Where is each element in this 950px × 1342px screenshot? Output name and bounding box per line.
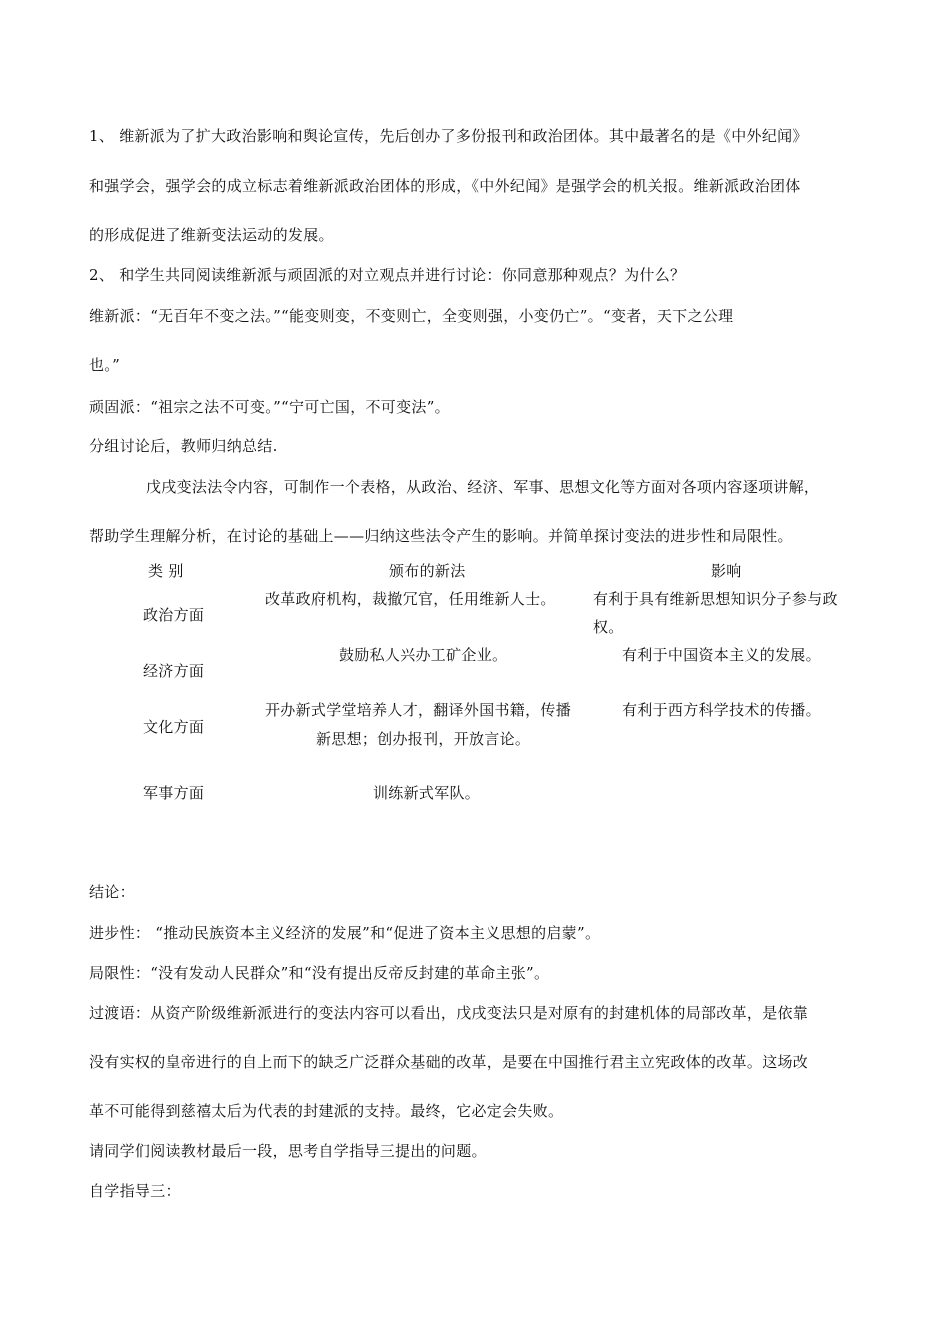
table-intro-line-2: 帮助学生理解分析，在讨论的基础上——归纳这些法令产生的影响。并简单探讨变法的进步性和局限性。 [89, 527, 793, 545]
table-row-impact: 有利于西方科学技术的传播。 [622, 701, 821, 719]
table-header-impact: 影响 [711, 562, 742, 580]
table-intro-line-1: 戊戌变法法令内容，可制作一个表格，从政治、经济、军事、思想文化等方面对各项内容逐项讲解， [146, 478, 820, 496]
conservative-view: 顽固派：“祖宗之法不可变。”“宁可亡国，不可变法”。 [89, 398, 450, 416]
table-row-law-continued: 新思想；创办报刊，开放言论。 [316, 730, 531, 748]
table-row-category: 文化方面 [143, 718, 205, 736]
table-row-law: 改革政府机构，裁撤冗官，任用维新人士。 [265, 590, 556, 608]
conclusion-heading: 结论： [89, 883, 135, 901]
table-header-laws: 颁布的新法 [389, 562, 466, 580]
reformist-view-line-1: 维新派：“无百年不变之法。”“能变则变，不变则亡，全变则强，小变仍亡”。“变者，天下之公理 [89, 307, 734, 325]
transition-line-2: 没有实权的皇帝进行的自上而下的缺乏广泛群众基础的改革，是要在中国推行君主立宪政体的改革。这场改 [89, 1053, 809, 1071]
discussion-question: 2、 和学生共同阅读维新派与顽固派的对立观点并进行讨论：你同意那种观点？为什么？ [89, 266, 686, 284]
transition-line-1: 过渡语：从资产阶级维新派进行的变法内容可以看出，戊戌变法只是对原有的封建机体的局部改革，是依靠 [89, 1004, 809, 1022]
table-row-category: 经济方面 [143, 662, 205, 680]
transition-line-3: 革不可能得到慈禧太后为代表的封建派的支持。最终，它必定会失败。 [89, 1102, 564, 1120]
table-row-impact: 有利于中国资本主义的发展。 [622, 646, 821, 664]
table-row-category: 军事方面 [143, 784, 205, 802]
progressiveness-text: 进步性： “推动民族资本主义经济的发展”和“促进了资本主义思想的启蒙”。 [89, 924, 601, 942]
paragraph-1-line-3: 的形成促进了维新变法运动的发展。 [89, 226, 334, 244]
limitations-text: 局限性：“没有发动人民群众”和“没有提出反帝反封建的革命主张”。 [89, 964, 550, 982]
paragraph-1-line-2: 和强学会，强学会的成立标志着维新派政治团体的形成，《中外纪闻》是强学会的机关报。维新派政治团体 [89, 177, 801, 195]
table-row-law: 开办新式学堂培养人才，翻译外国书籍，传播 [265, 701, 572, 719]
table-row-law: 训练新式军队。 [373, 784, 481, 802]
table-row-law: 鼓励私人兴办工矿企业。 [339, 646, 508, 664]
reformist-view-line-2: 也。” [89, 356, 121, 374]
reading-instruction: 请同学们阅读教材最后一段，思考自学指导三提出的问题。 [89, 1142, 487, 1160]
table-row-impact-continued: 权。 [593, 618, 624, 636]
self-study-guide-heading: 自学指导三： [89, 1182, 181, 1200]
teacher-summary-note: 分组讨论后，教师归纳总结. [89, 437, 278, 455]
table-row-category: 政治方面 [143, 606, 205, 624]
table-row-impact: 有利于具有维新思想知识分子参与政 [593, 590, 838, 608]
table-header-category: 类 别 [148, 562, 184, 580]
paragraph-1-line-1: 1、 维新派为了扩大政治影响和舆论宣传，先后创办了多份报刊和政治团体。其中最著名的是《中外纪闻》 [89, 127, 808, 145]
